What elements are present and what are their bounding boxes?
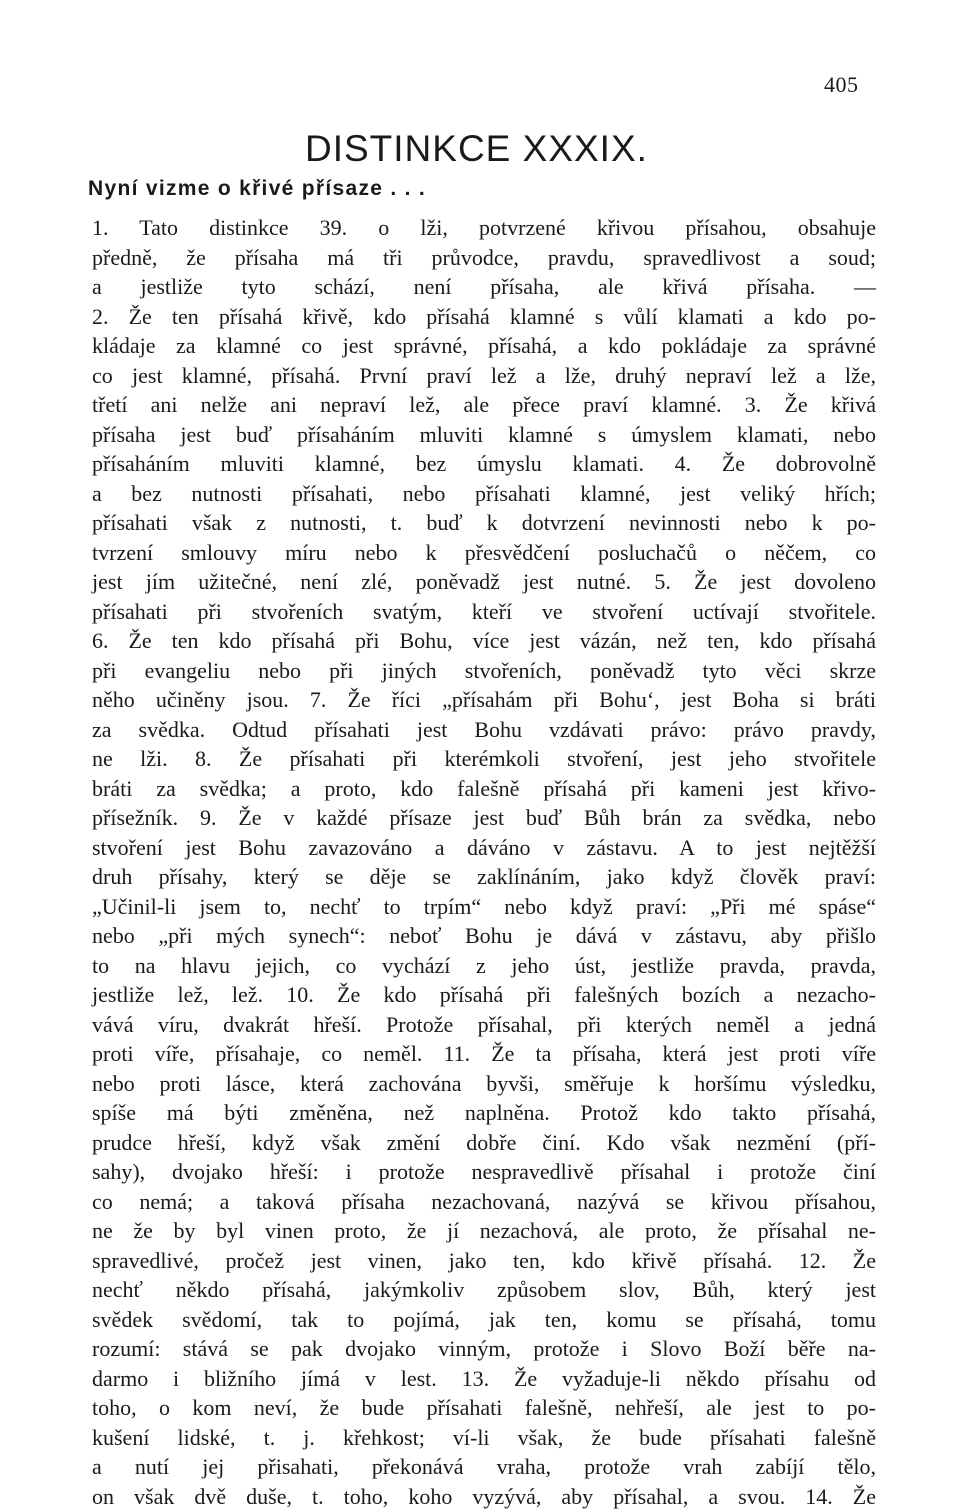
text-line: přísaha jest buď přísaháním mluviti klamné s úmyslem klamati, nebo — [92, 420, 876, 450]
text-line: kušení lidské, t. j. křehkost; ví-li však, že bude přísahati falešně — [92, 1423, 876, 1453]
body-text — [92, 213, 876, 1511]
text-line: přísežník. 9. Že v každé přísaze jest buď Bůh brán za svědka, nebo — [92, 803, 876, 833]
text-line: nebo „při mých synech“: neboť Bohu je dává v zástavu, aby přišlo — [92, 921, 876, 951]
text-line: spíše má býti změněna, než naplněna. Protož kdo takto přísahá, — [92, 1098, 876, 1128]
text-line: přísaháním mluviti klamné, bez úmyslu klamati. 4. Že dobrovolně — [92, 449, 876, 479]
text-line: 2. Že ten přísahá křivě, kdo přísahá klamné s vůlí klamati a kdo po- — [92, 302, 876, 332]
text-line: toho, o kom neví, že bude přísahati falešně, nehřeší, ale jest to po- — [92, 1393, 876, 1423]
text-line: přísahati však z nutnosti, t. buď k dotvrzení nevinnosti nebo k po- — [92, 508, 876, 538]
text-line: vává víru, dvakrát hřeší. Protože přísahal, při kterých neměl a jedná — [92, 1010, 876, 1040]
text-line: a jestliže tyto schází, není přísaha, ale křivá přísaha. — — [92, 272, 876, 302]
text-line: za svědka. Odtud přísahati jest Bohu vzdávati právo: právo pravdy, — [92, 715, 876, 745]
text-line: něho učiněny jsou. 7. Že říci „přísahám při Bohu‘, jest Boha si bráti — [92, 685, 876, 715]
text-line: 6. Že ten kdo přísahá při Bohu, více jest vázán, než ten, kdo přísahá — [92, 626, 876, 656]
text-line: nechť někdo přísahá, jakýmkoliv způsobem slov, Bůh, který jest — [92, 1275, 876, 1305]
text-line: on však dvě duše, t. toho, koho vyzývá, aby přísahal, a svou. 14. Že — [92, 1482, 876, 1511]
text-line: spravedlivé, pročež jest vinen, jako ten, kdo křivě přísahá. 12. Že — [92, 1246, 876, 1276]
text-line: nebo proti lásce, která zachována byvši, směřuje k horšímu výsledku, — [92, 1069, 876, 1099]
chapter-heading: DISTINKCE XXXIX. — [305, 128, 648, 170]
text-line: ne lži. 8. Že přísahati při kterémkoli stvoření, jest jeho stvořitele — [92, 744, 876, 774]
text-line: druh přísahy, který se děje se zaklínáním, jako když člověk praví: — [92, 862, 876, 892]
text-line: kládaje za klamné co jest správné, přísahá, a kdo pokládaje za správné — [92, 331, 876, 361]
text-line: co nemá; a taková přísaha nezachovaná, nazývá se křivou přísahou, — [92, 1187, 876, 1217]
text-line: jest jím užitečné, není zlé, poněvadž jest nutné. 5. Že jest dovoleno — [92, 567, 876, 597]
text-line: tvrzení smlouvy míru nebo k přesvědčení posluchačů o něčem, co — [92, 538, 876, 568]
text-line: stvoření jest Bohu zavazováno a dáváno v zástavu. A to jest nejtěžší — [92, 833, 876, 863]
text-line: proti víře, přísahaje, co neměl. 11. Že ta přísaha, která jest proti víře — [92, 1039, 876, 1069]
text-line: ne že by byl vinen proto, že jí nezachová, ale proto, že přísahal ne- — [92, 1216, 876, 1246]
text-line: předně, že přísaha má tři průvodce, pravdu, spravedlivost a soud; — [92, 243, 876, 273]
text-line: darmo i bližního jímá v lest. 13. Že vyžaduje-li někdo přísahu od — [92, 1364, 876, 1394]
text-line: a nutí jej přisahati, překonává vraha, protože vrah zabíjí tělo, — [92, 1452, 876, 1482]
text-line: 1. Tato distinkce 39. o lži, potvrzené křivou přísahou, obsahuje — [92, 213, 876, 243]
text-line: to na hlavu jejich, co vychází z jeho úst, jestliže pravda, pravda, — [92, 951, 876, 981]
text-line: „Učinil-li jsem to, nechť to trpím“ nebo když praví: „Při mé spáse“ — [92, 892, 876, 922]
text-line: bráti za svědka; a proto, kdo falešně přísahá při kameni jest křivo- — [92, 774, 876, 804]
text-line: rozumí: stává se pak dvojako vinným, protože i Slovo Boží běře na- — [92, 1334, 876, 1364]
text-line: třetí ani nelže ani nepraví lež, ale přece praví klamné. 3. Že křivá — [92, 390, 876, 420]
text-line: prudce hřeší, když však změní dobře činí. Kdo však nezmění (pří- — [92, 1128, 876, 1158]
text-line: sahy), dvojako hřeší: i protože nespravedlivě přísahal i protože činí — [92, 1157, 876, 1187]
page-number: 405 — [824, 72, 859, 98]
chapter-subheading: Nyní vizme o křivé přísaze . . . — [88, 177, 426, 201]
text-line: svědek svědomí, tak to pojímá, jak ten, komu se přísahá, tomu — [92, 1305, 876, 1335]
text-line: a bez nutnosti přísahati, nebo přísahati klamné, jest veliký hřích; — [92, 479, 876, 509]
text-line: co jest klamné, přísahá. První praví lež a lže, druhý nepraví lež a lže, — [92, 361, 876, 391]
text-line: přísahati při stvořeních svatým, kteří ve stvoření uctívají stvořitele. — [92, 597, 876, 627]
text-line: jestliže lež, lež. 10. Že kdo přísahá při falešných bozích a nezacho- — [92, 980, 876, 1010]
text-line: při evangeliu nebo při jiných stvořeních, poněvadž tyto věci skrze — [92, 656, 876, 686]
